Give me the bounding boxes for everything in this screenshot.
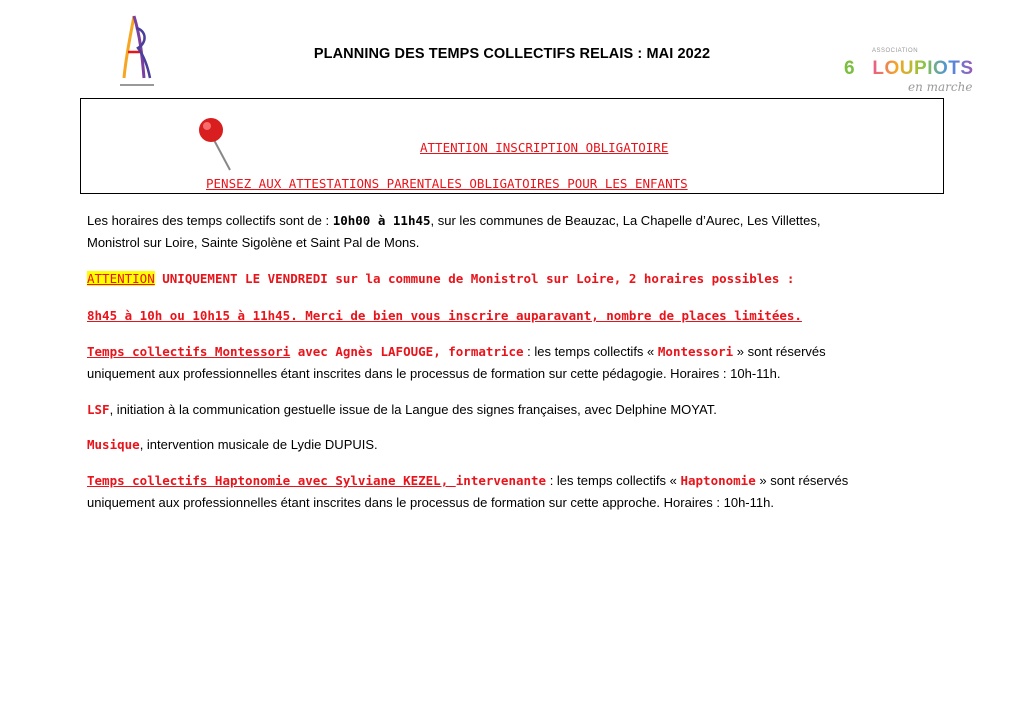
- p7-line2: uniquement aux professionnelles étant inscrites dans le processus de formation sur cette approche. Horaires : 10h-11h.: [87, 495, 774, 510]
- pushpin-icon: [196, 116, 236, 174]
- p1-hours: 10h00 à 11h45: [332, 213, 431, 228]
- p4-montessori: Montessori: [657, 344, 734, 359]
- p7-title: Temps collectifs Haptonomie avec Sylviane KEZEL,: [87, 473, 456, 488]
- p5-lsf: LSF: [87, 402, 110, 417]
- paragraph-lsf: [87, 399, 967, 421]
- loupiots-logo: [838, 48, 978, 104]
- paragraph-horaires-vendredi: 8h45 à 10h ou 10h15 à 11h45. Merci de bien vous inscrire auparavant, nombre de places limitées.: [87, 308, 802, 323]
- p7-haptonomie: Haptonomie: [680, 473, 756, 488]
- p4-title: Temps collectifs Montessori: [87, 344, 291, 359]
- p6-musique: Musique: [87, 437, 140, 452]
- p4-text-c: : les temps collectifs «: [523, 344, 658, 359]
- p1-line2: Monistrol sur Loire, Sainte Sigolène et Saint Pal de Mons.: [87, 235, 420, 250]
- notice-line-attestations: PENSEZ AUX ATTESTATIONS PARENTALES OBLIGATOIRES POUR LES ENFANTS: [206, 176, 688, 191]
- paragraph-montessori: [87, 341, 967, 385]
- logo-brand: [844, 58, 974, 80]
- logo-brand-number: 6: [844, 58, 856, 79]
- paragraph-attention: [87, 268, 967, 290]
- p4-line2: uniquement aux professionnelles étant inscrites dans le processus de formation sur cette pédagogie. Horaires : 10h-11h.: [87, 366, 781, 381]
- paragraph-haptonomie: [87, 470, 967, 514]
- p1-text-c: , sur les communes de Beauzac, La Chapelle d’Aurec, Les Villettes,: [430, 213, 821, 228]
- p4-formatrice: avec Agnès LAFOUGE, formatrice: [290, 344, 524, 359]
- logo-brand-name: LOUPIOTS: [872, 58, 974, 79]
- p4-text-e: » sont réservés: [733, 344, 826, 359]
- p7-text-c: : les temps collectifs «: [546, 473, 681, 488]
- p1-text-a: Les horaires des temps collectifs sont de :: [87, 213, 333, 228]
- page-title: PLANNING DES TEMPS COLLECTIFS RELAIS : MAI 2022: [313, 46, 711, 62]
- p2-rest: UNIQUEMENT LE VENDREDI sur la commune de Monistrol sur Loire, 2 horaires possibles :: [154, 271, 795, 286]
- p6-text: , intervention musicale de Lydie DUPUIS.: [139, 437, 378, 452]
- p5-text: , initiation à la communication gestuelle issue de la Langue des signes françaises, avec Delphine MOYAT.: [109, 402, 717, 417]
- notice-line-inscription: ATTENTION INSCRIPTION OBLIGATOIRE: [420, 140, 669, 155]
- logo-association-text: ASSOCIATION: [872, 48, 919, 54]
- p7-intervenante: intervenante: [455, 473, 547, 488]
- logo-brand-sub: en marche: [908, 80, 973, 94]
- attention-highlight: ATTENTION: [87, 271, 155, 286]
- p7-text-e: » sont réservés: [755, 473, 849, 488]
- paragraph-musique: [87, 434, 967, 456]
- paragraph-horaires: [87, 210, 967, 254]
